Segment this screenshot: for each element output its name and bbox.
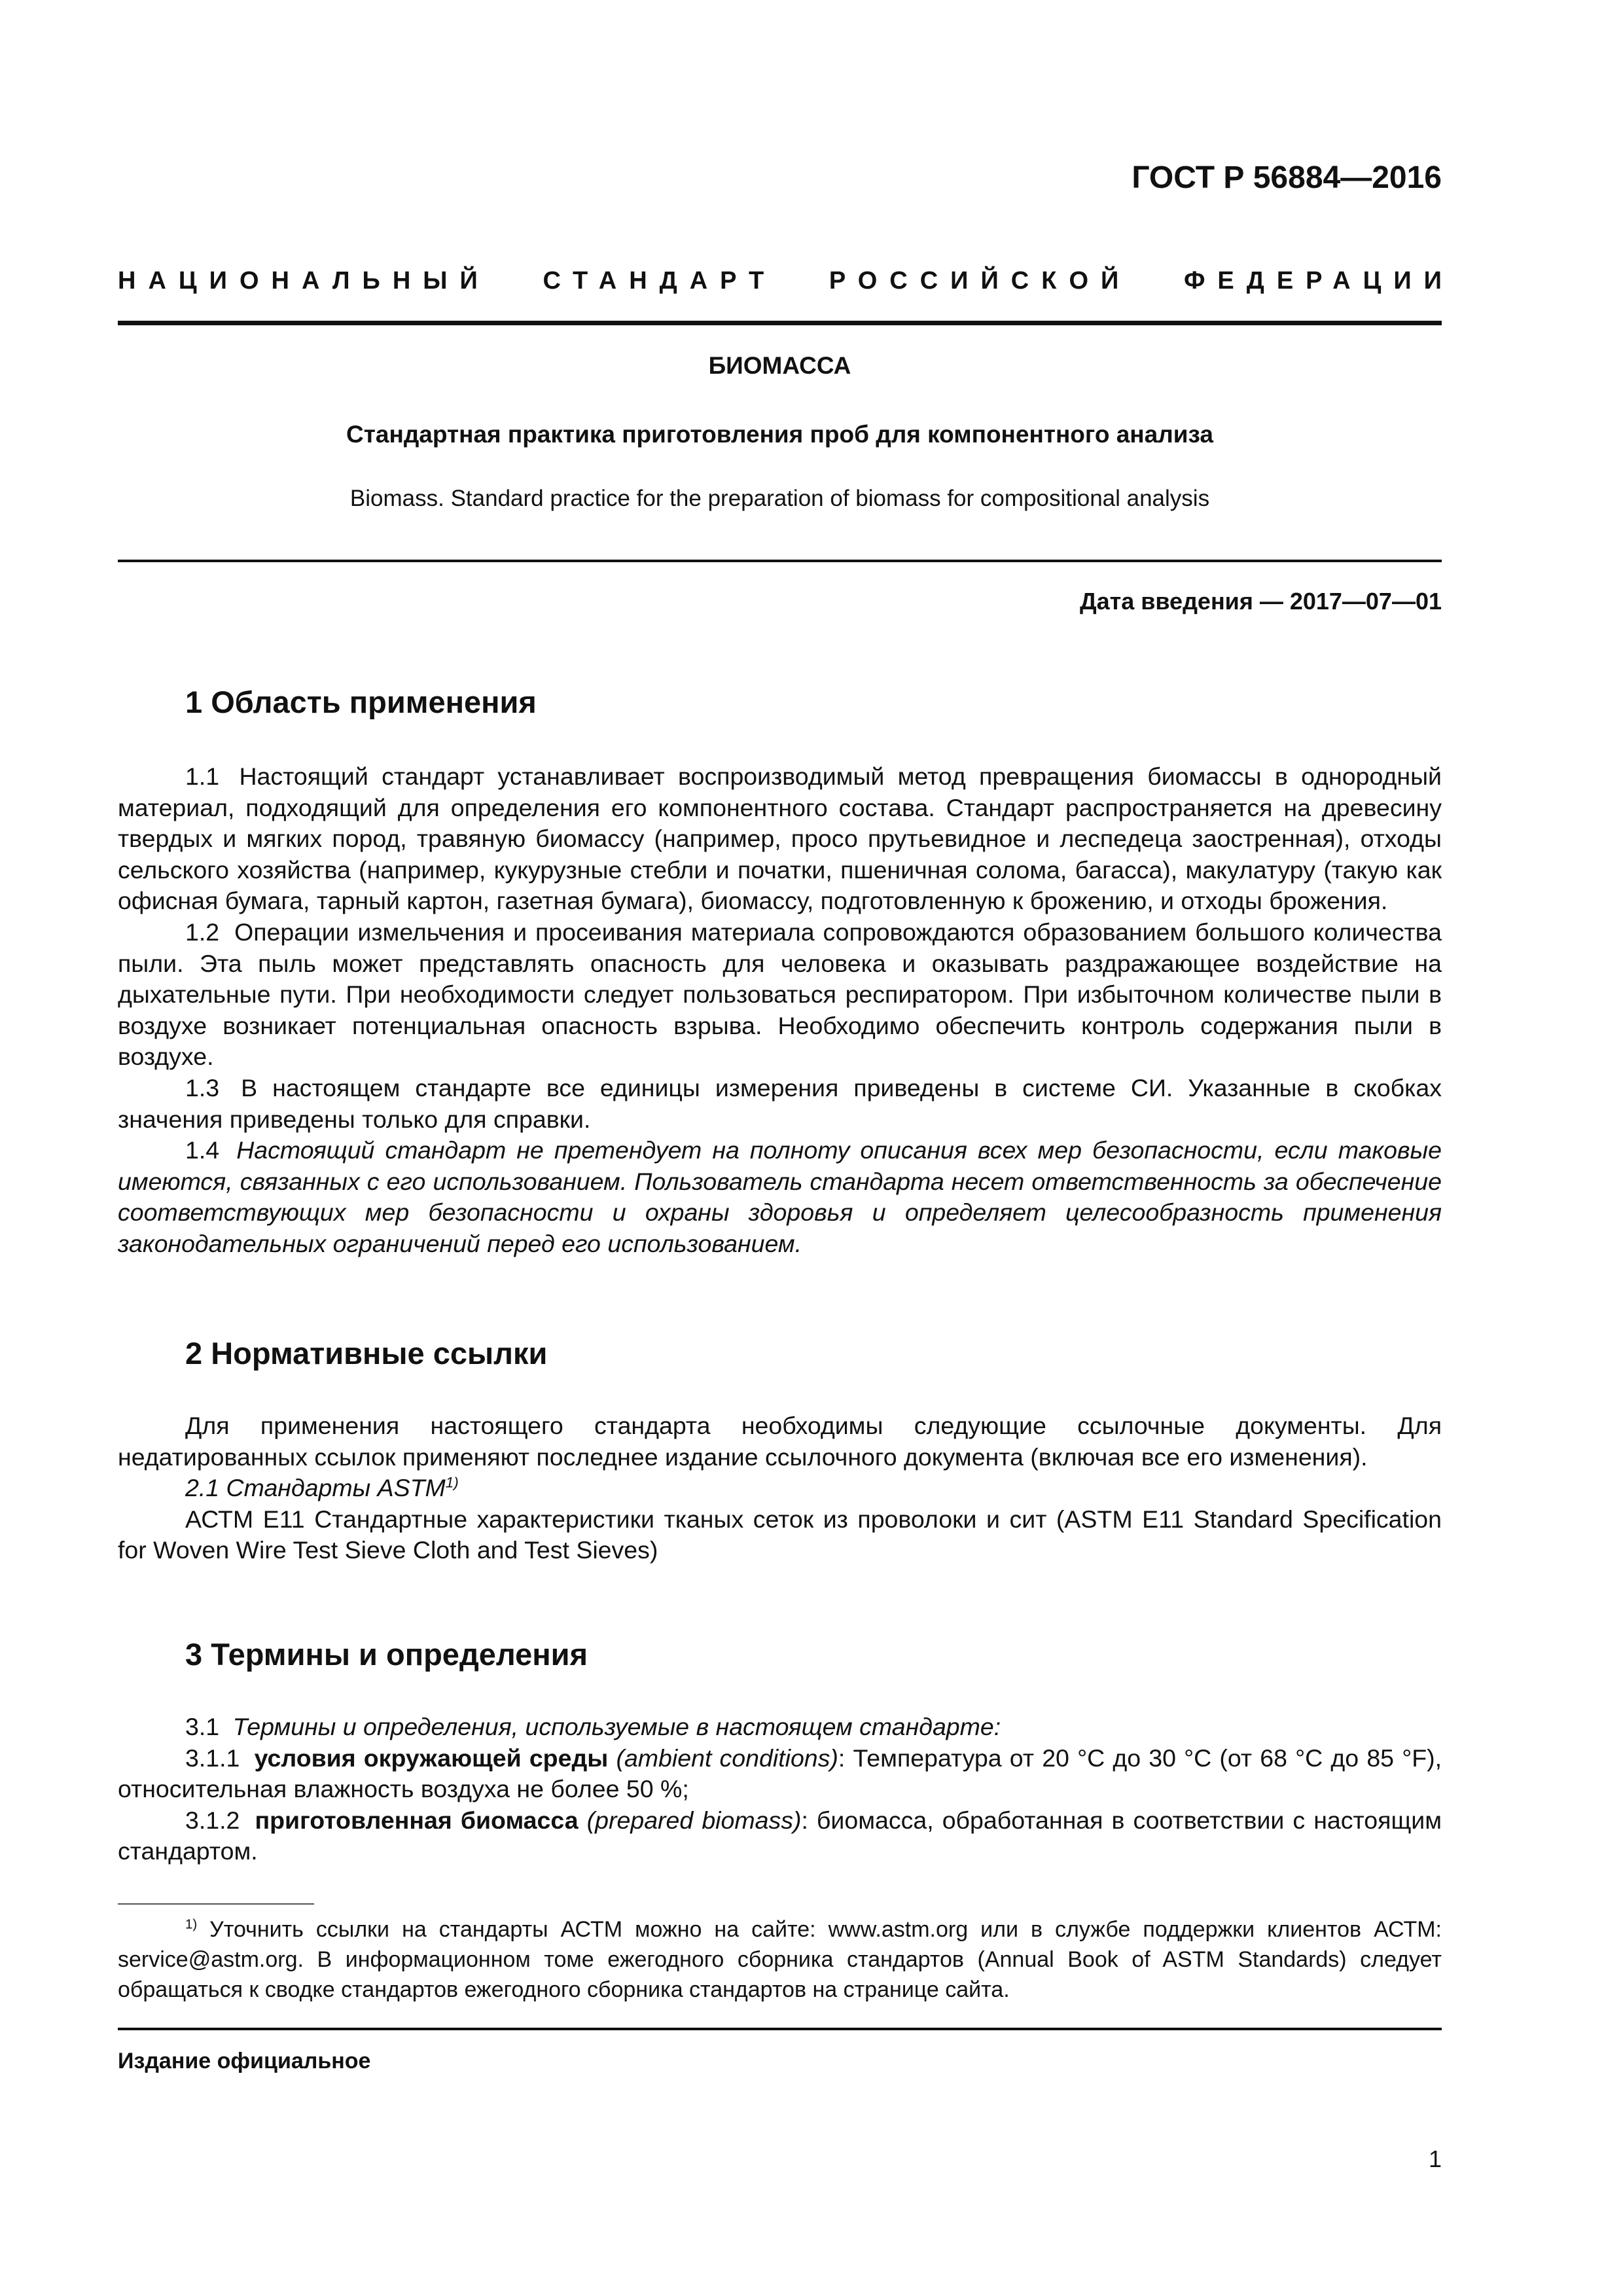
paragraph-1-2: [118, 917, 1442, 1073]
footer-rule: [118, 2028, 1442, 2030]
footnote-body: Уточнить ссылки на стандарты АСТМ можно на сайте: www.astm.org или в службе поддержки клиентов АСТМ: service@astm.org. В информационном томе ежегодного сборника стандартов (Annual Book of ASTM Standards) следует обращаться к сводке стандартов ежегодного сборника стандартов на странице сайта.: [118, 1917, 1442, 2002]
section-1-heading: 1 Область применения: [185, 685, 537, 719]
term-number: 3.1.2: [185, 1806, 240, 1834]
paragraph-number: 3.1: [185, 1713, 220, 1740]
term-definition: : биомасса, обработанная в соответствии с настоящим стандартом.: [118, 1806, 1442, 1865]
introduction-date: Дата введения — 2017—07—01: [1079, 588, 1442, 615]
term-english: (ambient conditions): [616, 1744, 838, 1772]
national-word-2: СТАНДАРТ: [543, 267, 777, 295]
document-page: [118, 0, 1454, 2296]
paragraph-number: 1.4: [185, 1136, 220, 1164]
sub-label: 2.1 Стандарты ASTM: [185, 1474, 446, 1502]
paragraph-3-1: [118, 1712, 1442, 1743]
national-word-3: РОССИЙСКОЙ: [829, 267, 1132, 295]
references-intro: Для применения настоящего стандарта необходимы следующие ссылочные документы. Для недатированных ссылок применяют последнее издание ссылочного документа (включая все его изменения).: [118, 1412, 1442, 1471]
document-title-english: Biomass. Standard practice for the preparation of biomass for compositional analysis: [349, 486, 1210, 511]
reference-astm-e11: АСТМ Е11 Стандартные характеристики тканых сеток из проволоки и сит (ASTM E11 Standard Specification for Woven Wire Test Sieve Cloth and Test Sieves): [118, 1505, 1442, 1564]
term-3-1-2: [118, 1805, 1442, 1867]
footnote-marker: 1): [185, 1917, 198, 1932]
paragraph-1-4: [118, 1135, 1442, 1259]
paragraph-text: Настоящий стандарт устанавливает воспроизводимый метод превращения биомассы в однородный материал, подходящий для определения его компонентного состава. Стандарт распространяется на древесину твердых и мягких пород, травяную биомассу (например, просо прутьевидное и леспедеца заостренная), отходы сельского хозяйства (например, кукурузные стебли и початки, пшеничная солома, багасса), макулатуру (такую как офисная бумага, тарный картон, газетная бумага), биомассу, подготовленную к брожению, и отходы брожения.: [118, 762, 1442, 915]
standard-number: ГОСТ Р 56884—2016: [1132, 160, 1442, 195]
page-number: 1: [1428, 2145, 1442, 2172]
national-standard-line: [118, 267, 1454, 295]
footnote-text: [118, 1914, 1442, 2005]
title-rule: [118, 560, 1442, 562]
paragraph-number: 1.1: [185, 762, 220, 790]
national-word-1: НАЦИОНАЛЬНЫЙ: [118, 267, 490, 295]
national-word-4: ФЕДЕРАЦИИ: [1183, 267, 1454, 295]
header-rule: [118, 321, 1442, 325]
footnote-marker: 1): [445, 1474, 459, 1491]
astm-standards-label: [118, 1473, 1442, 1504]
paragraph-text: В настоящем стандарте все единицы измерения приведены в системе СИ. Указанные в скобках значения приведены только для справки.: [118, 1073, 1442, 1133]
term-number: 3.1.1: [185, 1744, 240, 1772]
footnote-rule: [118, 1903, 314, 1905]
paragraph-number: 1.3: [185, 1073, 220, 1102]
term-name: приготовленная биомасса: [255, 1806, 579, 1834]
term-name: условия окружающей среды: [254, 1744, 609, 1772]
edition-label: Издание официальное: [118, 2049, 371, 2073]
section-3-body: [118, 1712, 1442, 1867]
term-english: (prepared biomass): [586, 1806, 802, 1834]
section-1-body: [118, 761, 1442, 1260]
term-3-1-1: [118, 1743, 1442, 1805]
footnote: [118, 1914, 1442, 2005]
section-3-heading: 3 Термины и определения: [185, 1637, 588, 1672]
document-title: БИОМАССА: [708, 352, 851, 379]
paragraph-text: Операции измельчения и просеивания материала сопровождаются образованием большого количества пыли. Эта пыль может представлять опасность для человека и оказывать раздражающее воздействие на дыхательные пути. При необходимости следует пользоваться респиратором. При избыточном количестве пыли в воздухе возникает потенциальная опасность взрыва. Необходимо обеспечить контроль содержания пыли в воздухе.: [118, 918, 1442, 1071]
paragraph-text: Настоящий стандарт не претендует на полноту описания всех мер безопасности, если таковые имеются, связанных с его использованием. Пользователь стандарта несет ответственность за обеспечение соответствующих мер безопасности и охраны здоровья и определяет целесообразность применения законодательных ограничений перед его использованием.: [118, 1136, 1442, 1257]
paragraph-text: Термины и определения, используемые в настоящем стандарте:: [232, 1713, 1001, 1740]
document-subtitle: Стандартная практика приготовления проб для компонентного анализа: [346, 421, 1213, 448]
section-2-heading: 2 Нормативные ссылки: [185, 1336, 548, 1371]
term-definition: : Температура от 20 °С до 30 °С (от 68 °С до 85 °F), относительная влажность воздуха не более 50 %;: [118, 1744, 1442, 1803]
paragraph-number: 1.2: [185, 918, 220, 946]
paragraph-1-1: [118, 761, 1442, 917]
paragraph-1-3: [118, 1073, 1442, 1135]
section-2-body: [118, 1410, 1442, 1566]
